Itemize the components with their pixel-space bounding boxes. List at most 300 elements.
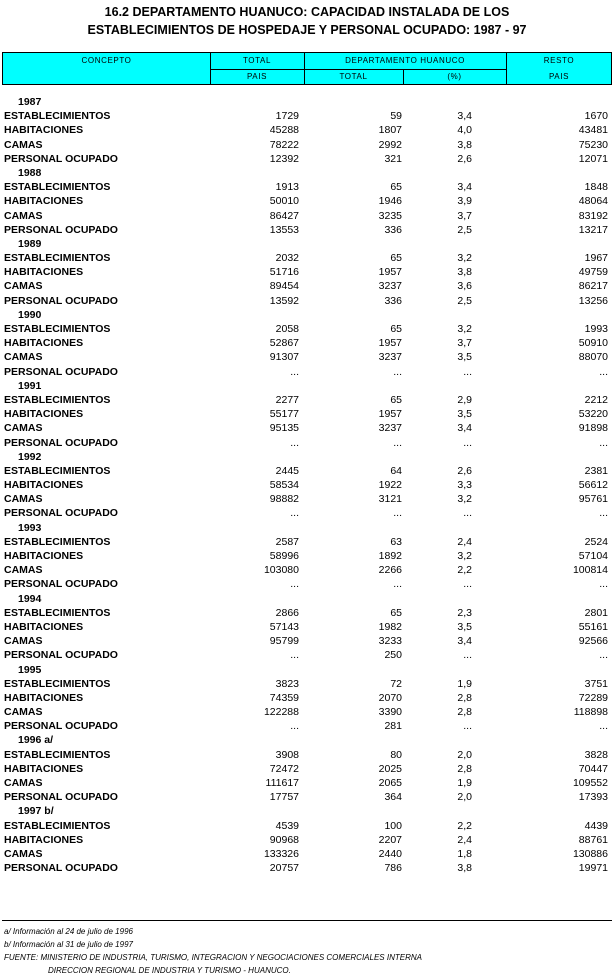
table-row [0,691,614,705]
year-label: 1988 [18,166,42,179]
huanuco-pct-cell: ... [463,365,472,378]
resto-pais-cell: 2524 [584,535,608,548]
total-pais-cell: 91307 [269,351,299,364]
year-label: 1987 [18,96,42,108]
total-pais-cell: ... [290,507,299,520]
huanuco-total-cell: 1957 [378,266,402,279]
table-row [0,180,614,194]
table-row [0,833,614,847]
resto-pais-cell: 130886 [572,847,608,860]
concept-cell: CAMAS [4,209,43,222]
year-label: 1989 [18,237,42,250]
resto-pais-cell: 86217 [578,280,608,293]
table-row [0,819,614,833]
huanuco-total-cell: 3237 [378,422,402,435]
total-pais-cell: 98882 [269,493,299,506]
year-row [0,450,614,464]
huanuco-pct-cell: 3,2 [457,252,472,265]
table-row [0,209,614,223]
table-row [0,847,614,861]
huanuco-pct-cell: 3,6 [457,280,472,293]
huanuco-pct-cell: 3,3 [457,479,472,492]
huanuco-pct-cell: 2,4 [457,535,472,548]
table-row [0,436,614,450]
huanuco-pct-cell: 4,0 [457,124,472,137]
concept-cell: CAMAS [4,280,43,293]
concept-cell: HABITACIONES [4,337,84,350]
huanuco-pct-cell: 3,4 [457,110,472,123]
header-dep-pct: (%) [447,72,462,81]
concept-cell: CAMAS [4,847,43,860]
concept-cell: ESTABLECIMIENTOS [4,819,111,832]
total-pais-cell: 78222 [269,138,299,151]
resto-pais-cell: 70447 [578,762,608,775]
table-row [0,606,614,620]
table-title-line-1: 16.2 DEPARTAMENTO HUANUCO: CAPACIDAD INSTALADA DE LOS [104,5,510,19]
table-row [0,648,614,662]
total-pais-cell: 89454 [269,280,299,293]
huanuco-total-cell: 64 [390,464,402,477]
total-pais-cell: 72472 [269,762,299,775]
huanuco-total-cell: 3235 [378,209,402,222]
huanuco-pct-cell: 2,0 [457,791,472,804]
concept-cell: CAMAS [4,777,43,789]
concept-cell: PERSONAL OCUPADO [4,436,118,449]
concept-cell: ESTABLECIMIENTOS [4,748,111,761]
header-departamento: DEPARTAMENTO HUANUCO [345,56,465,65]
table-row [0,478,614,492]
resto-pais-cell: 1967 [584,252,608,265]
concept-cell: CAMAS [4,493,43,506]
concept-cell: ESTABLECIMIENTOS [4,181,111,194]
concept-cell: CAMAS [4,635,43,648]
huanuco-total-cell: 1946 [378,195,402,208]
table-bottom-rule [2,920,612,921]
table-title-line-2: ESTABLECIMIENTOS DE HOSPEDAJE Y PERSONAL OCUPADO: 1987 - 97 [87,23,527,37]
huanuco-pct-cell: 2,9 [457,393,472,406]
resto-pais-cell: 56612 [578,479,608,492]
total-pais-cell: 4539 [275,819,299,832]
resto-pais-cell: 55161 [578,620,608,633]
table-row [0,464,614,478]
table-row [0,563,614,577]
huanuco-total-cell: 72 [390,677,402,690]
concept-cell: PERSONAL OCUPADO [4,152,118,165]
concept-cell: PERSONAL OCUPADO [4,365,118,378]
huanuco-pct-cell: 3,8 [457,138,472,151]
table-row [0,393,614,407]
total-pais-cell: 45288 [269,124,299,137]
total-pais-cell: 122288 [263,706,299,719]
concept-cell: HABITACIONES [4,266,84,279]
total-pais-cell: 20757 [269,862,299,875]
huanuco-pct-cell: 2,5 [457,294,472,307]
year-row [0,166,614,180]
resto-pais-cell: 43481 [578,124,608,137]
huanuco-total-cell: 65 [390,606,402,619]
total-pais-cell: 58534 [269,479,299,492]
huanuco-total-cell: 250 [384,649,402,662]
concept-cell: HABITACIONES [4,833,84,846]
huanuco-pct-cell: 2,2 [457,819,472,832]
year-row [0,379,614,393]
concept-cell: PERSONAL OCUPADO [4,294,118,307]
year-row [0,663,614,677]
concept-cell: ESTABLECIMIENTOS [4,393,111,406]
table-row [0,535,614,549]
year-row [0,521,614,535]
year-row [0,592,614,606]
resto-pais-cell: 3751 [584,677,608,690]
concept-cell: ESTABLECIMIENTOS [4,323,111,335]
total-pais-cell: 3823 [275,677,299,690]
huanuco-pct-cell: 2,6 [457,464,472,477]
resto-pais-cell: 118898 [573,706,608,719]
resto-pais-cell: 17393 [578,791,608,804]
huanuco-total-cell: 364 [384,791,402,804]
huanuco-total-cell: 1892 [378,550,402,562]
huanuco-pct-cell: 2,8 [457,691,472,704]
total-pais-cell: 90968 [269,833,299,846]
total-pais-cell: 13592 [269,294,299,307]
table-row [0,421,614,435]
total-pais-cell: ... [290,649,299,662]
total-pais-cell: ... [290,365,299,378]
resto-pais-cell: ... [599,720,608,733]
huanuco-total-cell: 1982 [378,620,402,633]
table-row [0,109,614,123]
huanuco-pct-cell: 3,4 [457,635,472,648]
table-row [0,492,614,506]
huanuco-pct-cell: 2,2 [457,564,472,577]
concept-cell: ESTABLECIMIENTOS [4,464,111,477]
resto-pais-cell: 88761 [578,833,608,846]
huanuco-pct-cell: 3,7 [457,337,472,350]
huanuco-total-cell: 786 [384,862,402,875]
table-row [0,506,614,520]
concept-cell: ESTABLECIMIENTOS [4,677,111,690]
concept-cell: PERSONAL OCUPADO [4,223,118,236]
total-pais-cell: 13553 [269,223,299,236]
total-pais-cell: 2058 [275,323,299,335]
huanuco-pct-cell: 2,6 [457,152,472,165]
resto-pais-cell: 49759 [578,266,608,279]
resto-pais-cell: ... [599,507,608,520]
total-pais-cell: 111617 [265,777,299,789]
table-row [0,194,614,208]
concept-cell: CAMAS [4,564,43,577]
huanuco-pct-cell: 3,5 [457,408,472,421]
huanuco-pct-cell: 1,8 [457,847,472,860]
table-row [0,748,614,762]
resto-pais-cell: 13256 [578,294,608,307]
total-pais-cell: 12392 [269,152,299,165]
resto-pais-cell: 2801 [584,606,608,619]
table-row [0,790,614,804]
huanuco-pct-cell: 3,4 [457,181,472,194]
huanuco-total-cell: 65 [390,252,402,265]
footnote-a: a/ Información al 24 de julio de 1996 [4,927,133,936]
huanuco-pct-cell: 3,4 [457,422,472,435]
year-label: 1992 [18,450,42,463]
total-pais-cell: 2445 [275,464,299,477]
total-pais-cell: 86427 [269,209,299,222]
table-row [0,365,614,379]
total-pais-cell: 2277 [275,393,299,406]
total-pais-cell: 74359 [269,691,299,704]
total-pais-cell: ... [290,578,299,591]
huanuco-pct-cell: ... [463,578,472,591]
concept-cell: ESTABLECIMIENTOS [4,110,111,123]
total-pais-cell: 17757 [269,791,299,804]
year-label: 1990 [18,308,42,321]
huanuco-total-cell: 3237 [378,280,402,293]
huanuco-total-cell: 2207 [378,833,402,846]
huanuco-pct-cell: 3,2 [457,493,472,506]
huanuco-total-cell: 3233 [378,635,402,648]
concept-cell: HABITACIONES [4,762,84,775]
table-row [0,776,614,790]
concept-cell: ESTABLECIMIENTOS [4,606,111,619]
huanuco-total-cell: 65 [390,323,402,335]
huanuco-total-cell: 1957 [378,408,402,421]
total-pais-cell: 2866 [275,606,299,619]
concept-cell: PERSONAL OCUPADO [4,578,118,591]
table-row [0,223,614,237]
table-row [0,549,614,563]
resto-pais-cell: 109552 [572,777,608,789]
concept-cell: HABITACIONES [4,195,84,208]
total-pais-cell: 2587 [275,535,299,548]
huanuco-total-cell: ... [393,507,402,520]
huanuco-pct-cell: 3,8 [457,266,472,279]
resto-pais-cell: 2381 [584,464,608,477]
footnote-b: b/ Información al 31 de julio de 1997 [4,940,133,949]
huanuco-total-cell: 59 [390,110,402,123]
footnotes [4,925,422,977]
concept-cell: HABITACIONES [4,124,84,137]
resto-pais-cell: 1848 [584,181,608,194]
year-row [0,237,614,251]
huanuco-total-cell: 2266 [378,564,402,577]
concept-cell: HABITACIONES [4,550,84,562]
resto-pais-cell: 2212 [584,393,608,406]
table-row [0,577,614,591]
total-pais-cell: 50010 [269,195,299,208]
concept-cell: PERSONAL OCUPADO [4,862,118,875]
huanuco-total-cell: 336 [384,294,402,307]
total-pais-cell: 55177 [269,408,299,421]
huanuco-total-cell: ... [393,578,402,591]
table-row [0,138,614,152]
concept-cell: ESTABLECIMIENTOS [4,252,111,265]
resto-pais-cell: ... [599,649,608,662]
source-line-1: FUENTE: MINISTERIO DE INDUSTRIA, TURISMO, INTEGRACION Y NEGOCIACIONES COMERCIALES INTERNA [4,953,422,962]
table-row [0,294,614,308]
concept-cell: HABITACIONES [4,479,84,492]
huanuco-total-cell: 3237 [378,351,402,364]
huanuco-total-cell: 1807 [378,124,402,137]
concept-cell: PERSONAL OCUPADO [4,507,118,520]
huanuco-total-cell: ... [393,365,402,378]
table-row [0,620,614,634]
total-pais-cell: 95135 [269,422,299,435]
huanuco-pct-cell: 2,0 [457,748,472,761]
huanuco-total-cell: 80 [390,748,402,761]
total-pais-cell: ... [290,720,299,733]
concept-cell: CAMAS [4,422,43,435]
table-row [0,152,614,166]
concept-cell: HABITACIONES [4,691,84,704]
total-pais-cell: ... [290,436,299,449]
resto-pais-cell: 83192 [578,209,608,222]
resto-pais-cell: ... [599,578,608,591]
concept-cell: CAMAS [4,706,43,719]
huanuco-total-cell: 65 [390,393,402,406]
huanuco-total-cell: 2992 [378,138,402,151]
concept-cell: CAMAS [4,138,43,151]
table-row [0,279,614,293]
concept-cell: PERSONAL OCUPADO [4,720,118,733]
concept-cell: HABITACIONES [4,408,84,421]
resto-pais-cell: 1993 [584,323,608,335]
resto-pais-cell: ... [599,365,608,378]
huanuco-pct-cell: 1,9 [457,677,472,690]
table-row [0,719,614,733]
huanuco-total-cell: 1957 [378,337,402,350]
huanuco-total-cell: 3390 [378,706,402,719]
year-label: 1991 [18,379,42,392]
resto-pais-cell: 72289 [578,691,608,704]
resto-pais-cell: 75230 [578,138,608,151]
table-row [0,677,614,691]
total-pais-cell: 2032 [275,252,299,265]
table-row [0,861,614,875]
huanuco-pct-cell: 3,7 [457,209,472,222]
huanuco-pct-cell: 2,4 [457,833,472,846]
header-resto-pais: PAIS [548,72,570,81]
year-row [0,733,614,747]
resto-pais-cell: 50910 [578,337,608,350]
concept-cell: ESTABLECIMIENTOS [4,535,111,548]
concept-cell: PERSONAL OCUPADO [4,649,118,662]
resto-pais-cell: ... [599,436,608,449]
resto-pais-cell: 57104 [578,550,608,562]
resto-pais-cell: 48064 [578,195,608,208]
table-header [2,52,612,85]
huanuco-pct-cell: 1,9 [457,777,472,789]
huanuco-total-cell: 336 [384,223,402,236]
huanuco-pct-cell: 2,8 [457,706,472,719]
huanuco-total-cell: 2440 [378,847,402,860]
total-pais-cell: 58996 [269,550,299,562]
huanuco-total-cell: 2070 [378,691,402,704]
huanuco-total-cell: 65 [390,181,402,194]
huanuco-pct-cell: 2,5 [457,223,472,236]
total-pais-cell: 3908 [275,748,299,761]
table-row [0,336,614,350]
total-pais-cell: 51716 [269,266,299,279]
year-label: 1995 [18,663,42,676]
table-row [0,350,614,364]
huanuco-total-cell: 100 [384,819,402,832]
huanuco-total-cell: ... [393,436,402,449]
huanuco-pct-cell: 3,2 [457,323,472,335]
resto-pais-cell: 3828 [584,748,608,761]
total-pais-cell: 103080 [263,564,299,577]
huanuco-pct-cell: 2,3 [457,606,472,619]
resto-pais-cell: 12071 [578,152,608,165]
huanuco-total-cell: 3121 [378,493,402,506]
huanuco-pct-cell: ... [463,436,472,449]
table-row [0,634,614,648]
huanuco-pct-cell: ... [463,507,472,520]
table-row [0,762,614,776]
table-row [0,705,614,719]
huanuco-total-cell: 281 [384,720,402,733]
total-pais-cell: 1913 [275,181,299,194]
huanuco-total-cell: 321 [384,152,402,165]
resto-pais-cell: 1670 [584,110,608,123]
header-resto: RESTO [543,56,575,65]
huanuco-total-cell: 2065 [378,777,402,789]
table-row [0,265,614,279]
huanuco-pct-cell: 3,8 [457,862,472,875]
year-row [0,95,614,109]
header-total-pais: PAIS [246,72,268,81]
huanuco-total-cell: 1922 [378,479,402,492]
table-row [0,322,614,336]
year-row [0,308,614,322]
resto-pais-cell: 13217 [578,223,608,236]
header-total: TOTAL [242,56,272,65]
year-label: 1997 b/ [18,805,54,818]
resto-pais-cell: 4439 [584,819,608,832]
resto-pais-cell: 92566 [578,635,608,648]
table-row [0,123,614,137]
huanuco-pct-cell: 3,5 [457,351,472,364]
concept-cell: PERSONAL OCUPADO [4,791,118,804]
resto-pais-cell: 91898 [578,422,608,435]
table-row [0,251,614,265]
total-pais-cell: 1729 [275,110,299,123]
total-pais-cell: 95799 [269,635,299,648]
huanuco-pct-cell: ... [463,720,472,733]
huanuco-pct-cell: 3,9 [457,195,472,208]
year-label: 1994 [18,592,42,605]
year-label: 1996 a/ [18,734,54,747]
header-concepto: CONCEPTO [81,56,132,65]
concept-cell: HABITACIONES [4,620,84,633]
table-body [0,95,614,875]
huanuco-pct-cell: 2,8 [457,762,472,775]
year-row [0,804,614,818]
source-line-2: DIRECCION REGIONAL DE INDUSTRIA Y TURISMO - HUANUCO. [48,966,291,975]
huanuco-pct-cell: 3,2 [457,550,472,562]
total-pais-cell: 57143 [269,620,299,633]
year-label: 1993 [18,521,42,534]
resto-pais-cell: 53220 [578,408,608,421]
resto-pais-cell: 100814 [572,564,608,577]
header-dep-total: TOTAL [339,72,368,81]
table-row [0,407,614,421]
huanuco-total-cell: 63 [390,535,402,548]
huanuco-pct-cell: ... [463,649,472,662]
huanuco-total-cell: 2025 [378,762,402,775]
total-pais-cell: 52867 [269,337,299,350]
resto-pais-cell: 88070 [578,351,608,364]
huanuco-pct-cell: 3,5 [457,620,472,633]
